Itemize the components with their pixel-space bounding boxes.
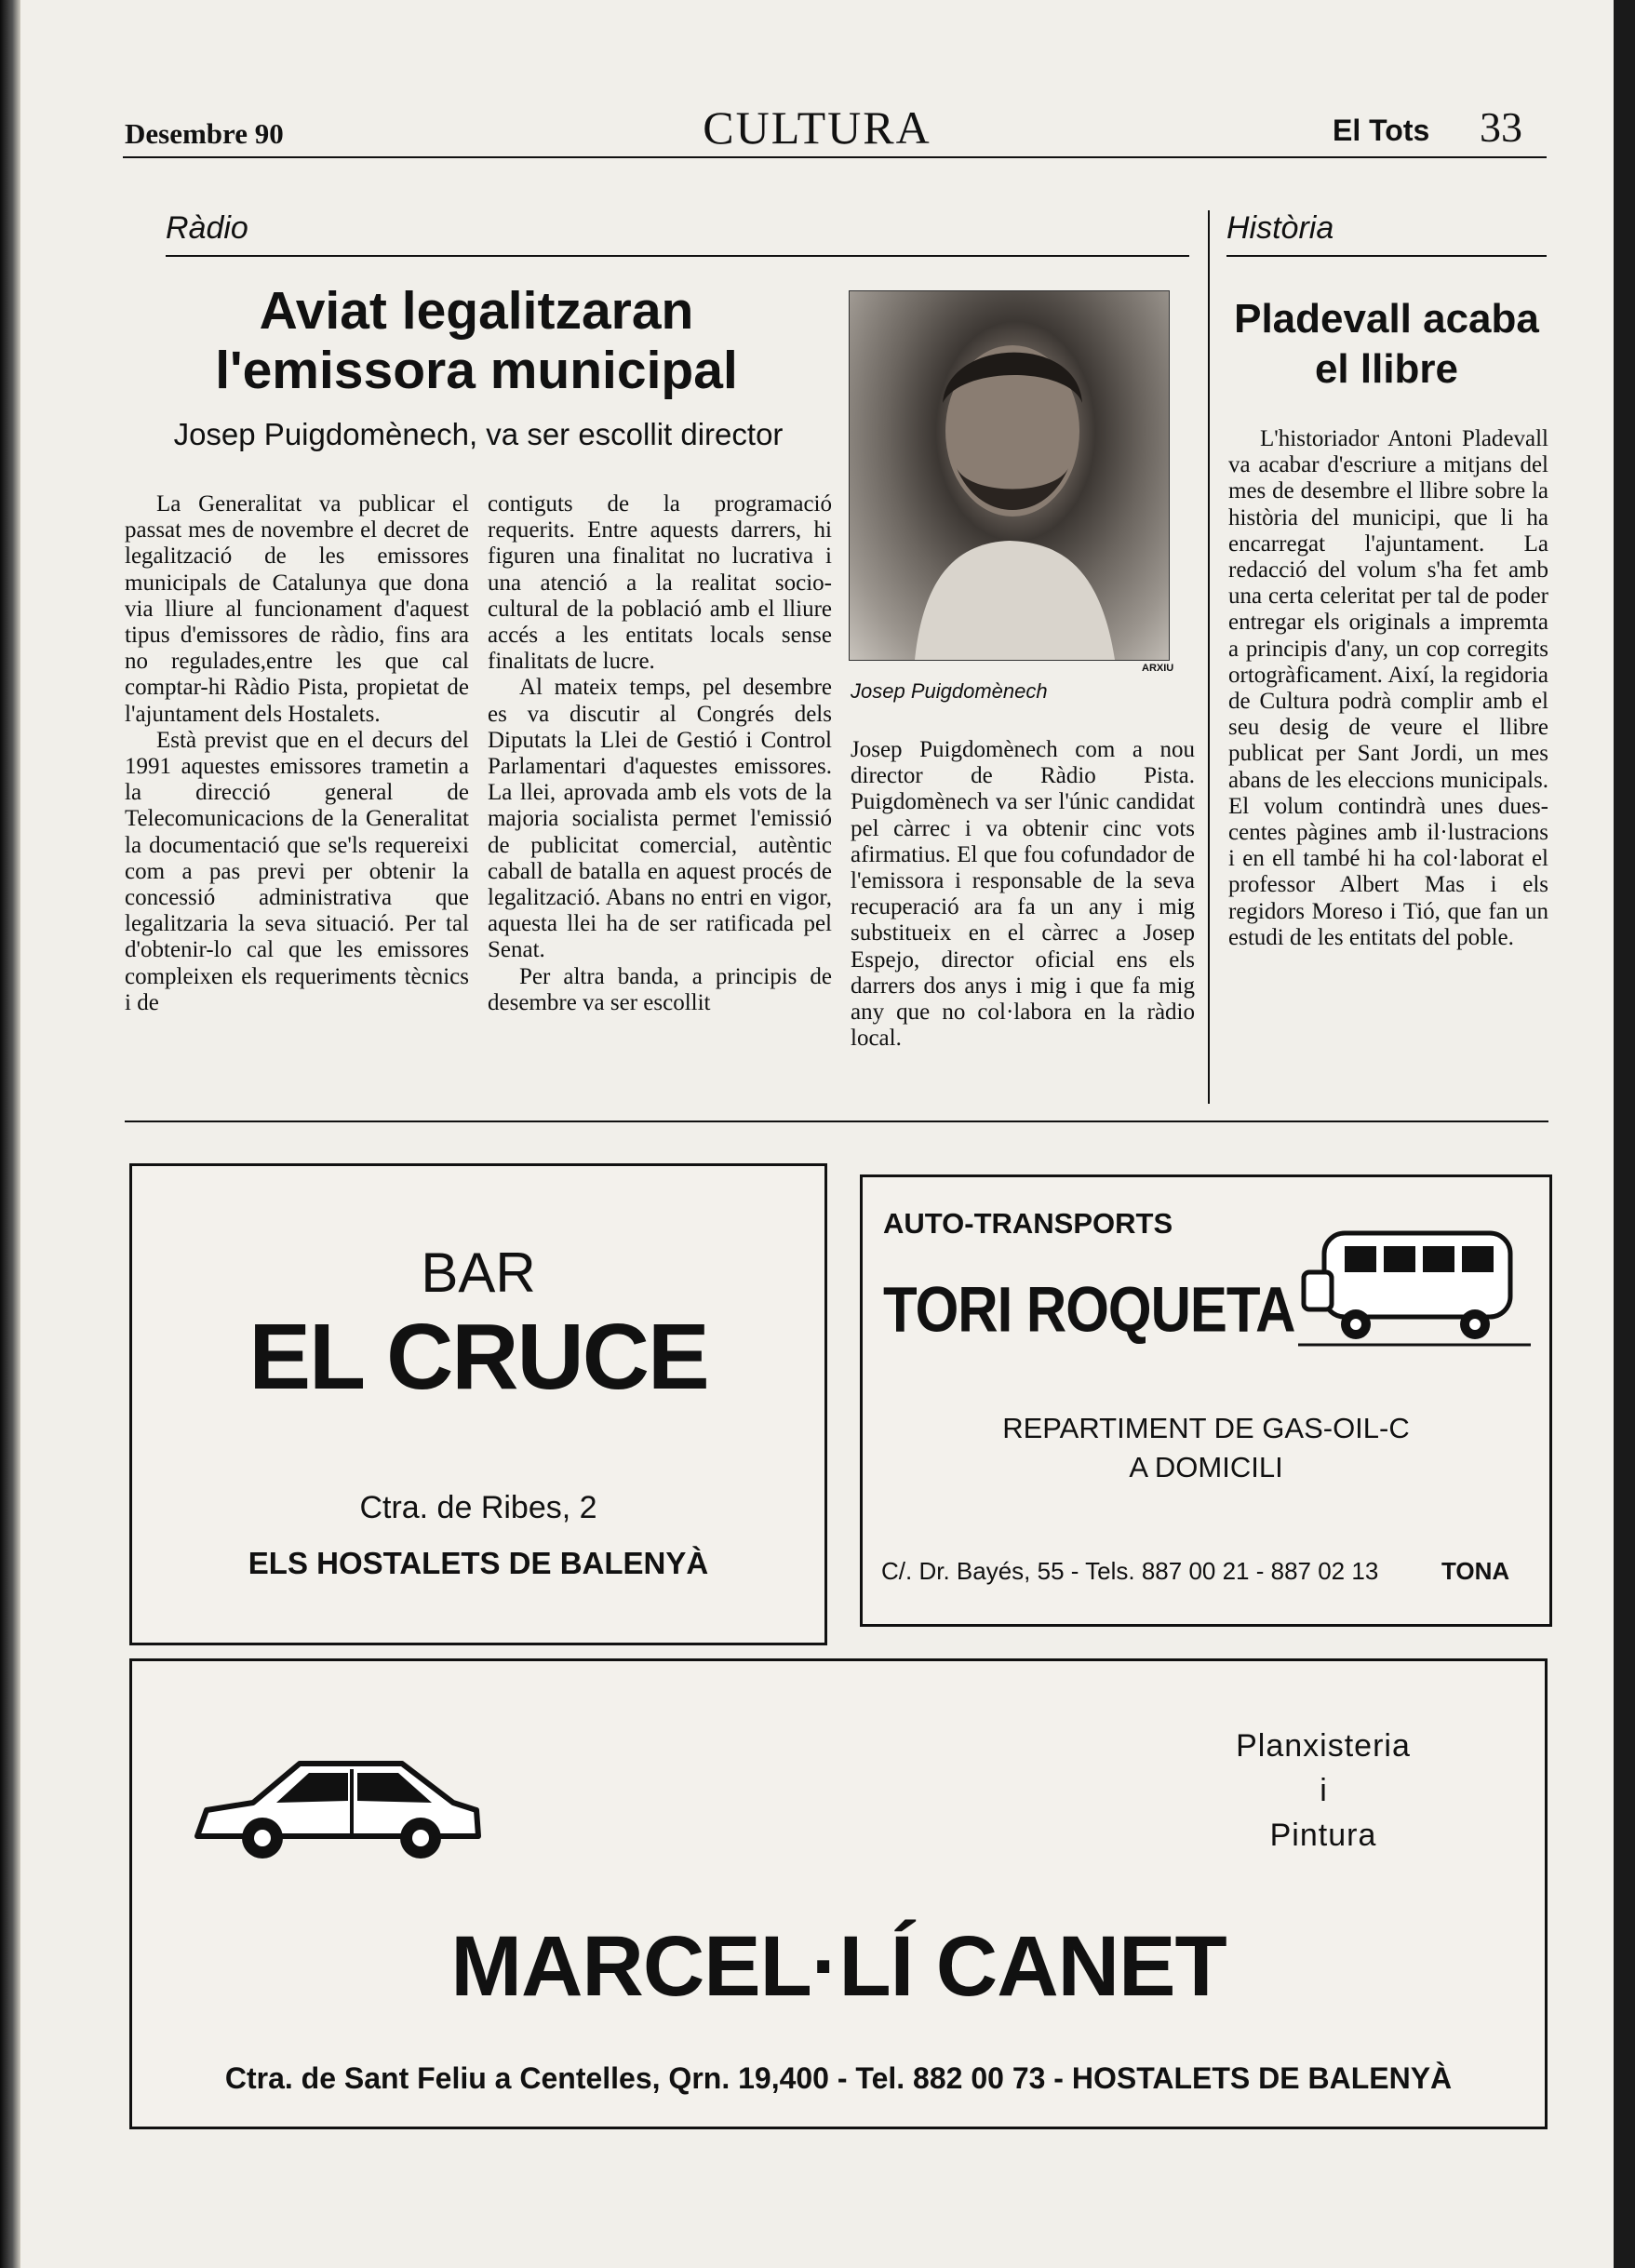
ad-bar-el-cruce xyxy=(129,1163,827,1645)
paragraph: La Generalitat va publicar el passat mes de novembre el decret de legalització de les emissores municipals de Catalunya que dona via lliure al funcionament d'aquest tipus d'emissores de ràdio, fins ara no regulades,entre les que cal comptar-hi Ràdio Pista, propietat de l'ajuntament dels Hostalets. xyxy=(125,491,469,727)
paragraph: Per altra banda, a principis de desembre va ser escollit xyxy=(488,963,832,1015)
ad-transport-service-1: REPARTIMENT DE GAS-OIL-C xyxy=(1002,1412,1410,1444)
section-title: CULTURA xyxy=(703,101,931,154)
ad-shop-service-2: i xyxy=(1320,1773,1327,1808)
ad-transport-contact: C/. Dr. Bayés, 55 - Tels. 887 00 21 - 887 02 13 xyxy=(881,1557,1379,1585)
page-spine xyxy=(0,0,20,2268)
issue-date: Desembre 90 xyxy=(125,117,284,150)
portrait-figure xyxy=(850,291,1169,660)
article-column-2 xyxy=(488,491,832,1016)
newspaper-page xyxy=(20,0,1614,2268)
car-icon xyxy=(188,1736,486,1866)
publication-name: El Tots xyxy=(1333,114,1430,147)
article-column-3 xyxy=(851,737,1195,1052)
ad-bar-address: Ctra. de Ribes, 2 xyxy=(359,1490,597,1525)
ad-marcelli-canet xyxy=(129,1658,1548,2129)
header-rule xyxy=(123,156,1547,158)
ad-transport-name: TORI ROQUETA xyxy=(883,1273,1295,1346)
ad-shop-footer: Ctra. de Sant Feliu a Centelles, Qrn. 19,400 - Tel. 882 00 73 - HOSTALETS DE BALENYÀ xyxy=(224,2061,1453,2095)
page-number: 33 xyxy=(1480,103,1522,151)
side-article-body xyxy=(1228,426,1548,951)
ad-transport-service-2: A DOMICILI xyxy=(1129,1451,1283,1483)
ad-tori-roqueta xyxy=(860,1174,1552,1627)
paragraph: L'historiador Antoni Pladevall va acabar d'escriure a mitjans del mes de desembre el llibre sobre la història del municipi, que li ha encarregat l'ajuntament. La redacció del volum s'ha fet amb una certa celeritat per tal de poder entregar els originals a impremta a principis d'any, un cop corregits ortogràficament. Així, la regidoria de Cultura podrà complir amb el seu desig de veure el llibre publicat per Sant Jordi, un mes abans de les eleccions municipals. El volum contindrà unes dues-centes pàgines amb il·lustracions i en ell també hi ha col·laborat el professor Albert Mas i els regidors Moreso i Tió, que fan un estudi de les entitats del poble. xyxy=(1228,426,1548,950)
paragraph: Josep Puigdomènech com a nou director de Ràdio Pista. Puigdomènech va ser l'únic candidat pel càrrec i va obtenir cinc vots afirmatius. El que fou cofundador de l'emissora i responsable de la seva recuperació ara fa un any i mig substitueix en el càrrec a Josep Espejo, director oficial ens els darrers dos anys i mig i que fa mig any que no col·labora en la ràdio local. xyxy=(851,737,1195,1052)
ad-shop-service-3: Pintura xyxy=(1269,1818,1377,1853)
ad-transport-town: TONA xyxy=(1441,1557,1510,1585)
portrait-photo xyxy=(849,290,1170,661)
article-subheadline: Josep Puigdomènech, va ser escollit director xyxy=(173,417,784,451)
paragraph: Està previst que en el decurs del 1991 aquestes emissores trametin a la direcció general de Telecomunicacions de la Generalitat la documentació que se'ls requereixi com a pas previ per obtenir la concessió administrativa que legalitzaria la seva situació. Per tal d'obtenir-lo cal que les emissores compleixen els requeriments tècnics i de xyxy=(125,727,469,1015)
article-headline: Aviat legalitzaran l'emissora municipal xyxy=(215,281,738,400)
truck-icon xyxy=(1298,1215,1531,1354)
column-divider xyxy=(1208,210,1210,1104)
article-column-1 xyxy=(125,491,469,1016)
paragraph: Al mateix temps, pel desembre es va discutir al Congrés dels Diputats la Llei de Gestió i Control Parlamentari d'aquestes emissores. La llei, aprovada amb els vots de la majoria socialista permet l'emissió de publicitat comercial, autèntic caball de batalla en aquest procés de legalització. Abans no entri en vigor, aquesta llei ha de ser ratificada pel Senat. xyxy=(488,675,832,963)
ad-shop-service-1: Planxisteria xyxy=(1236,1728,1411,1764)
ads-separator-rule xyxy=(125,1121,1548,1122)
ad-bar-name: EL CRUCE xyxy=(248,1305,708,1409)
section-rule xyxy=(166,255,1189,257)
ad-bar-town: ELS HOSTALETS DE BALENYÀ xyxy=(248,1546,709,1580)
ad-bar-label: BAR xyxy=(421,1241,536,1304)
ad-transport-label: AUTO-TRANSPORTS xyxy=(883,1207,1173,1240)
paragraph: contiguts de la programació requerits. Entre aquests darrers, hi figuren una finalitat no lucrativa i una atenció a la realitat socio-cultural de la població amb el lliure accés a les entitats locals sense finalitats de lucre. xyxy=(488,491,832,675)
side-section-label: Història xyxy=(1226,210,1334,246)
side-headline: Pladevall acaba el llibre xyxy=(1234,296,1539,392)
photo-caption: Josep Puigdomènech xyxy=(851,679,1048,703)
article-section-label: Ràdio xyxy=(166,210,248,246)
side-section-rule xyxy=(1226,255,1547,257)
ad-shop-name: MARCEL·LÍ CANET xyxy=(450,1919,1226,2014)
photo-credit: ARXIU xyxy=(1142,663,1174,674)
